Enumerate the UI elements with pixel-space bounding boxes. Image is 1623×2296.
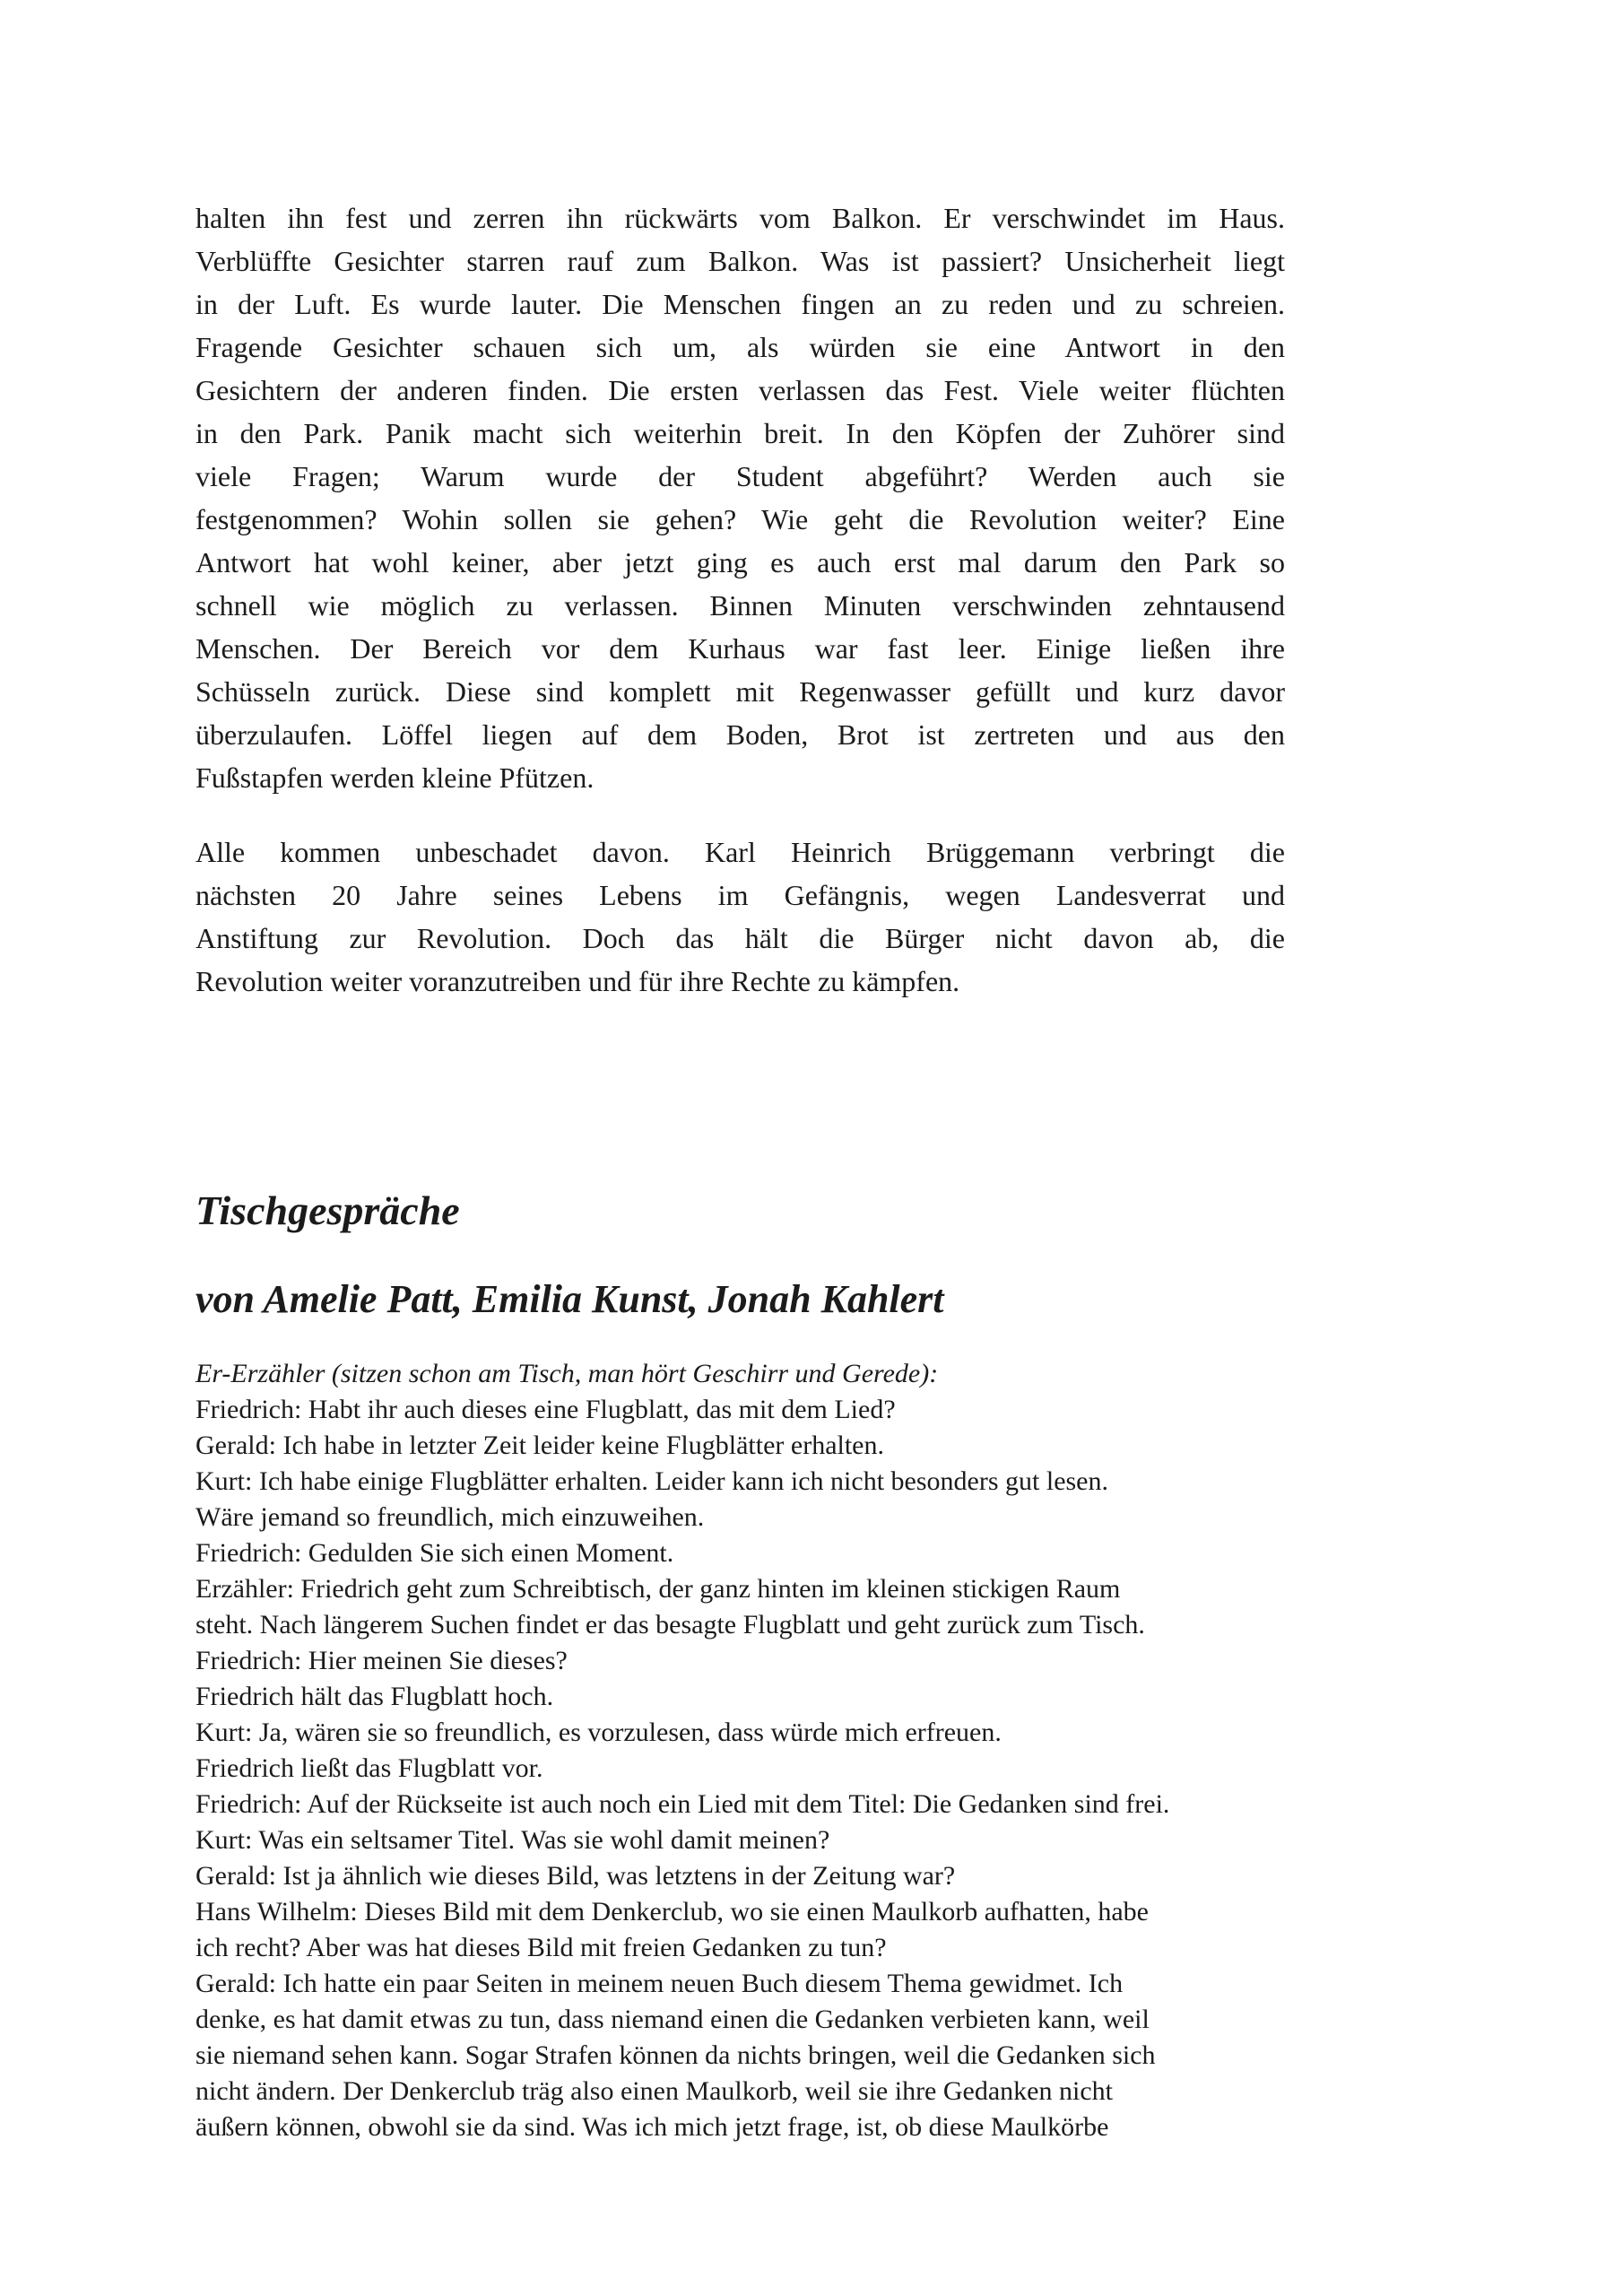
- text-line: Friedrich ließt das Flugblatt vor.: [195, 1753, 543, 1783]
- text-line: Gerald: Ich habe in letzter Zeit leider keine Flugblätter erhalten.: [195, 1431, 884, 1460]
- text-line: Friedrich: Habt ihr auch dieses eine Flugblatt, das mit dem Lied?: [195, 1395, 896, 1424]
- text-line: Gerald: Ich hatte ein paar Seiten in meinem neuen Buch diesem Thema gewidmet. Ich: [195, 1969, 1124, 1998]
- text-line: Erzähler: Friedrich geht zum Schreibtisch, der ganz hinten im kleinen stickigen Raum: [195, 1574, 1121, 1604]
- text-line: sie niemand sehen kann. Sogar Strafen können da nichts bringen, weil die Gedanken sich: [195, 2040, 1156, 2070]
- text-line: Friedrich: Hier meinen Sie dieses?: [195, 1646, 568, 1675]
- section-byline: von Amelie Patt, Emilia Kunst, Jonah Kahlert: [195, 1277, 944, 1321]
- script-block: [195, 1356, 1285, 2145]
- stage-direction: Er-Erzähler (sitzen schon am Tisch, man hört Geschirr und Gerede):: [195, 1359, 939, 1388]
- text-line: Friedrich: Gedulden Sie sich einen Moment.: [195, 1538, 674, 1568]
- text-line: Gesichtern der anderen finden. Die ersten verlassen das Fest. Viele weiter flüchten: [195, 374, 1285, 406]
- text-line: Friedrich hält das Flugblatt hoch.: [195, 1682, 554, 1711]
- text-line: Friedrich: Auf der Rückseite ist auch noch ein Lied mit dem Titel: Die Gedanken sind frei.: [195, 1789, 1170, 1819]
- text-line: Verblüffte Gesichter starren rauf zum Balkon. Was ist passiert? Unsicherheit liegt: [195, 245, 1285, 277]
- text-line: in der Luft. Es wurde lauter. Die Menschen fingen an zu reden und zu schreien.: [195, 288, 1285, 320]
- text-line: Antwort hat wohl keiner, aber jetzt ging es auch erst mal darum den Park so: [195, 546, 1285, 578]
- text-line: in den Park. Panik macht sich weiterhin breit. In den Köpfen der Zuhörer sind: [195, 417, 1285, 449]
- section-title: Tischgespräche: [195, 1187, 460, 1233]
- narrative-paragraph-2: [195, 831, 1285, 1003]
- text-line: überzulaufen. Löffel liegen auf dem Boden, Brot ist zertreten und aus den: [195, 718, 1285, 751]
- text-line: Schüsseln zurück. Diese sind komplett mit Regenwasser gefüllt und kurz davor: [195, 675, 1285, 708]
- text-line: Kurt: Ja, wären sie so freundlich, es vorzulesen, dass würde mich erfreuen.: [195, 1718, 1002, 1747]
- text-line: denke, es hat damit etwas zu tun, dass niemand einen die Gedanken verbieten kann, weil: [195, 2005, 1150, 2034]
- page-content: [195, 196, 1285, 2145]
- text-line: Anstiftung zur Revolution. Doch das hält die Bürger nicht davon ab, die: [195, 922, 1285, 954]
- text-line: nächsten 20 Jahre seines Lebens im Gefängnis, wegen Landesverrat und: [195, 879, 1285, 911]
- text-line: viele Fragen; Warum wurde der Student abgeführt? Werden auch sie: [195, 460, 1285, 492]
- text-line: äußern können, obwohl sie da sind. Was ich mich jetzt frage, ist, ob diese Maulkörbe: [195, 2112, 1109, 2142]
- text-line: halten ihn fest und zerren ihn rückwärts vom Balkon. Er verschwindet im Haus.: [195, 202, 1285, 234]
- dialogue-lines: [195, 1392, 1285, 2145]
- text-line: Wäre jemand so freundlich, mich einzuweihen.: [195, 1502, 705, 1532]
- text-line: Gerald: Ist ja ähnlich wie dieses Bild, was letztens in der Zeitung war?: [195, 1861, 956, 1891]
- text-line: Alle kommen unbeschadet davon. Karl Heinrich Brüggemann verbringt die: [195, 836, 1285, 868]
- text-line: Hans Wilhelm: Dieses Bild mit dem Denkerclub, wo sie einen Maulkorb aufhatten, habe: [195, 1897, 1149, 1926]
- text-line: nicht ändern. Der Denkerclub träg also einen Maulkorb, weil sie ihre Gedanken nicht: [195, 2076, 1113, 2106]
- text-line: Kurt: Was ein seltsamer Titel. Was sie wohl damit meinen?: [195, 1825, 830, 1855]
- text-line: steht. Nach längerem Suchen findet er das besagte Flugblatt und geht zurück zum Tisch.: [195, 1610, 1145, 1639]
- text-line: Menschen. Der Bereich vor dem Kurhaus war fast leer. Einige ließen ihre: [195, 632, 1285, 665]
- text-line: Kurt: Ich habe einige Flugblätter erhalten. Leider kann ich nicht besonders gut lesen.: [195, 1466, 1108, 1496]
- text-line: schnell wie möglich zu verlassen. Binnen Minuten verschwinden zehntausend: [195, 589, 1285, 622]
- text-line: Revolution weiter voranzutreiben und für ihre Rechte zu kämpfen.: [195, 965, 960, 997]
- text-line: Fußstapfen werden kleine Pfützen.: [195, 761, 595, 794]
- text-line: ich recht? Aber was hat dieses Bild mit freien Gedanken zu tun?: [195, 1933, 887, 1962]
- text-line: Fragende Gesichter schauen sich um, als würden sie eine Antwort in den: [195, 331, 1285, 363]
- text-line: festgenommen? Wohin sollen sie gehen? Wie geht die Revolution weiter? Eine: [195, 503, 1285, 535]
- narrative-paragraph-1: [195, 196, 1285, 799]
